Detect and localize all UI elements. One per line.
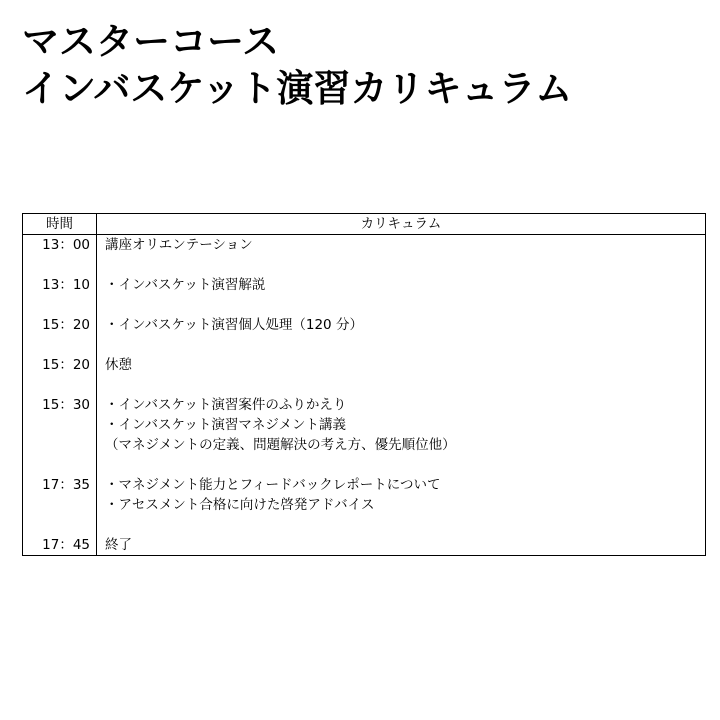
table-row [23, 355, 706, 375]
table-row [23, 275, 706, 295]
curriculum-table [22, 213, 706, 556]
curriculum-line: 終了 [105, 537, 132, 553]
curriculum-cell [97, 315, 706, 335]
page-title [22, 18, 702, 112]
curriculum-line: 講座オリエンテーション [105, 237, 253, 253]
time-cell: 13：00 [23, 235, 97, 256]
curriculum-cell [97, 235, 706, 256]
curriculum-line: ・マネジメント能力とフィードバックレポートについて [105, 477, 441, 493]
curriculum-line: ・インバスケット演習解説 [105, 277, 266, 293]
curriculum-cell [97, 355, 706, 375]
curriculum-line: （マネジメントの定義、問題解決の考え方、優先順位他） [105, 437, 456, 453]
table-row [23, 475, 706, 515]
curriculum-cell [97, 275, 706, 295]
row-spacer [23, 295, 706, 315]
time-cell: 15：20 [23, 315, 97, 335]
curriculum-line: 休憩 [105, 357, 132, 373]
time-cell: 17：35 [23, 475, 97, 515]
curriculum-line: ・インバスケット演習案件のふりかえり [105, 397, 347, 413]
row-spacer [23, 335, 706, 355]
title-line-2: インバスケット演習カリキュラム [22, 67, 573, 110]
row-spacer [23, 375, 706, 395]
time-cell: 13：10 [23, 275, 97, 295]
table-row [23, 535, 706, 556]
curriculum-cell [97, 475, 706, 515]
title-line-1: マスターコース [22, 20, 280, 63]
table-header-row [23, 214, 706, 235]
time-cell: 15：20 [23, 355, 97, 375]
table-row [23, 315, 706, 335]
curriculum-cell [97, 395, 706, 455]
row-spacer [23, 515, 706, 535]
row-spacer [23, 255, 706, 275]
time-cell: 17：45 [23, 535, 97, 556]
row-spacer [23, 455, 706, 475]
header-time: 時間 [23, 214, 97, 235]
curriculum-line: ・インバスケット演習マネジメント講義 [105, 417, 346, 433]
curriculum-line: ・インバスケット演習個人処理（120 分） [105, 317, 363, 333]
table-row [23, 235, 706, 256]
time-cell: 15：30 [23, 395, 97, 455]
table-row [23, 395, 706, 455]
curriculum-cell [97, 535, 706, 556]
curriculum-line: ・アセスメント合格に向けた啓発アドバイス [105, 497, 375, 513]
header-curriculum: カリキュラム [97, 214, 706, 235]
